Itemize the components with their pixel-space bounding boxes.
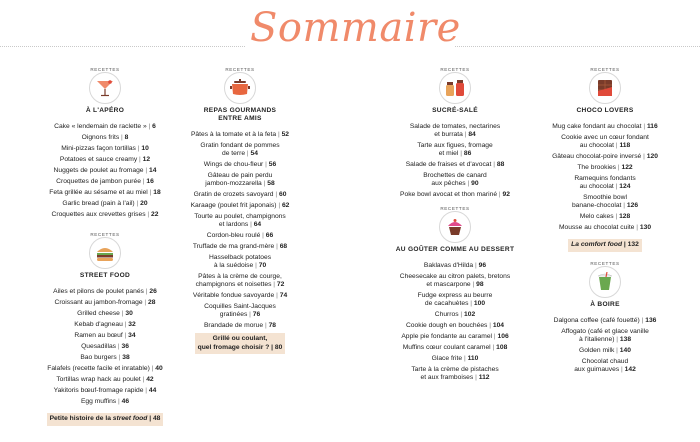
recipe-item[interactable]: Oignons frits | 8 [81, 133, 129, 141]
highlight-page: 48 [152, 415, 161, 422]
recipe-name-cont: banane-chocolat [571, 201, 622, 209]
recipe-name: Glace frite [431, 354, 463, 362]
recipe-name: Quesadillas [81, 342, 117, 350]
recipe-item[interactable]: Nuggets de poulet au fromage | 14 [53, 166, 157, 174]
highlight-box[interactable]: Grillé ou coulant, quel fromage choisir ? | 80 [195, 333, 286, 354]
recipe-item[interactable]: Cookie dough en bouchées | 104 [405, 321, 505, 329]
page-number: 86 [463, 149, 472, 157]
page-number: 104 [492, 321, 505, 329]
header-rule-right [455, 46, 700, 47]
recipe-item[interactable]: Cheesecake au citron palets, bretons et mascarpone | 98 [399, 272, 511, 288]
recipe-name: Churros [434, 310, 459, 318]
page-number: 130 [639, 223, 652, 231]
recipe-name: Potatoes et sauce creamy [59, 155, 138, 163]
recipe-item[interactable]: Bao burgers | 38 [80, 353, 130, 361]
recipe-name: Melo cakes [579, 212, 614, 220]
recipe-name: Brandade de morue [203, 321, 264, 329]
burger-icon [94, 243, 116, 263]
recipe-name: Croissant au jambon-fromage [54, 298, 143, 306]
highlight-box[interactable]: La comfort food | 132 [568, 239, 642, 252]
page-number: 138 [619, 335, 632, 343]
page-number: 88 [496, 160, 505, 168]
section-badge [224, 67, 256, 104]
recipe-name: Affogato (café et glace vanille [561, 327, 649, 335]
page-number: 90 [471, 179, 479, 187]
section-title [170, 107, 310, 123]
section-a-boire [535, 261, 675, 375]
page-number: 78 [268, 321, 277, 329]
section-title-line1: REPAS GOURMANDS [203, 107, 277, 114]
page-number: 56 [268, 160, 277, 168]
page-number: 58 [267, 179, 275, 187]
recipe-item[interactable]: Pâtes à la crème de courge, champignons et noisettes | 72 [195, 272, 285, 288]
highlight-emphasis: La comfort food [571, 241, 623, 248]
recipe-name: The brookies [577, 163, 617, 171]
recipe-item[interactable]: Baklavas d'Hilda | 96 [423, 261, 487, 269]
page-number: 60 [278, 190, 287, 198]
recipe-name: Cookie dough en bouchées [405, 321, 488, 329]
recipe-item[interactable]: Tourte au poulet, champignons et lardons | 64 [194, 212, 286, 228]
page-title: Sommaire [250, 5, 461, 51]
section-title: SUCRÉ-SALÉ [432, 107, 478, 114]
badge-label: RECETTES [590, 261, 620, 266]
recipe-name: Mug cake fondant au chocolat [552, 122, 642, 130]
recipe-name-cont: au chocolat [579, 182, 614, 190]
recipe-name-cont: et aux framboises [420, 373, 474, 381]
recipe-item[interactable]: Ramequins fondants au chocolat | 124 [574, 174, 636, 190]
page-number: 118 [619, 141, 631, 149]
section-title: STREET FOOD [79, 272, 131, 279]
recipe-name-cont: aux pêches [431, 179, 466, 187]
recipe-item[interactable]: Tarte à la crème de pistaches et aux framboises | 112 [411, 365, 499, 381]
highlight-emphasis: street food [112, 415, 148, 422]
recipe-item[interactable]: Truffade de ma grand-mère | 68 [192, 242, 288, 250]
page-number: 34 [128, 331, 136, 339]
drink-icon [594, 272, 616, 292]
recipe-item[interactable]: Pâtes à la tomate et à la feta | 52 [190, 130, 290, 138]
page-number: 136 [645, 316, 657, 324]
section-title: À BOIRE [590, 301, 620, 308]
page-number: 38 [122, 353, 130, 361]
page-number: 20 [140, 199, 148, 207]
page-number: 28 [148, 298, 156, 306]
recipe-name: Gâteau de pain perdu [207, 171, 273, 179]
page-number: 124 [619, 182, 631, 190]
badge-label: RECETTES [590, 67, 620, 72]
recipe-name: Grilled cheese [77, 309, 120, 317]
recipe-name: Ramequins fondants [574, 174, 636, 182]
page-number: 46 [121, 397, 130, 405]
recipe-name: Apple pie fondante au caramel [401, 332, 493, 340]
page-number: 100 [473, 299, 486, 307]
cupcake-icon [444, 217, 466, 237]
recipe-item[interactable]: Affogato (café et glace vanille à l'italienne) | 138 [561, 327, 649, 343]
recipe-name-cont: au chocolat [579, 141, 614, 149]
page-number: 30 [125, 309, 133, 317]
recipe-item[interactable]: Cordon-bleu roulé | 66 [206, 231, 274, 239]
recipe-name: Cake « lendemain de raclette » [54, 122, 147, 130]
badge-label: RECETTES [90, 67, 120, 72]
recipe-name: Kebab d'agneau [74, 320, 123, 328]
recipe-name: Salade de fraises et d'avocat [405, 160, 492, 168]
page-number: 140 [619, 346, 631, 354]
recipe-item[interactable]: Croissant au jambon-fromage | 28 [54, 298, 156, 306]
section-choco-lovers [535, 67, 675, 252]
section-sucre-sale [380, 67, 530, 200]
recipe-name: Gratin de crozets savoyard [193, 190, 274, 198]
recipe-item[interactable]: Mousse au chocolat cuite | 130 [558, 223, 652, 231]
page-number: 102 [464, 310, 476, 318]
page-number: 22 [151, 210, 159, 218]
recipe-item[interactable]: Feta grillée au sésame et au miel | 18 [49, 188, 161, 196]
page-number: 54 [250, 149, 258, 157]
recipe-name: Tortillas wrap hack au poulet [56, 375, 141, 383]
recipe-name: Smoothie bowl [583, 193, 627, 201]
recipe-item[interactable]: Golden milk | 140 [579, 346, 631, 354]
recipe-list [15, 286, 195, 407]
section-badge [89, 232, 121, 269]
page-number: 76 [252, 310, 261, 318]
badge-label: RECETTES [225, 67, 255, 72]
recipe-name-cont: et lardons [218, 220, 249, 228]
page-number: 98 [476, 280, 484, 288]
recipe-name: Tarte à la crème de pistaches [411, 365, 499, 373]
recipe-name: Muffins cœur coulant caramel [402, 343, 491, 351]
page-number: 122 [621, 163, 633, 171]
recipe-item[interactable]: Glace frite | 110 [431, 354, 479, 362]
page-number: 120 [646, 152, 658, 160]
recipe-item[interactable]: Poke bowl avocat et thon mariné | 92 [400, 190, 510, 198]
recipe-item[interactable]: Muffins cœur coulant caramel | 108 [402, 343, 508, 351]
recipe-item[interactable]: Smoothie bowl banane-chocolat | 126 [571, 193, 639, 209]
recipe-name-cont: jambon-mozzarella [205, 179, 262, 187]
recipe-item[interactable]: Coquilles Saint-Jacques gratinées | 76 [204, 302, 276, 318]
badge-label: RECETTES [90, 232, 120, 237]
highlight-line1: Grillé ou coulant, [212, 335, 268, 342]
page-number: 74 [279, 291, 288, 299]
highlight-page: 80 [274, 343, 283, 351]
recipe-list [170, 129, 310, 331]
recipe-item[interactable]: Ramen au bœuf | 34 [74, 331, 136, 339]
highlight-prefix: Petite histoire de la [49, 415, 113, 422]
highlight-box[interactable]: Petite histoire de la street food | 48 [47, 413, 164, 426]
recipe-list [380, 260, 530, 383]
recipe-name: Falafels (recette facile et inratable) [47, 364, 150, 372]
recipe-item[interactable]: Chocolat chaud aux guimauves | 142 [574, 357, 636, 373]
recipe-list [20, 121, 190, 220]
page-number: 112 [478, 373, 490, 381]
section-badge [589, 261, 621, 298]
recipe-name: Baklavas d'Hilda [423, 261, 474, 269]
jars-icon [444, 78, 466, 98]
recipe-item[interactable]: Gratin de crozets savoyard | 60 [193, 190, 287, 198]
recipe-name: Tourte au poulet, champignons [194, 212, 286, 220]
recipe-item[interactable]: Yakitoris bœuf-fromage rapide | 44 [53, 386, 157, 394]
recipe-name: Fudge express au beurre [417, 291, 493, 299]
recipe-name: Croquettes de jambon purée [56, 177, 141, 185]
recipe-item[interactable]: Falafels (recette facile et inratable) | 40 [47, 364, 163, 372]
recipe-item[interactable]: Grilled cheese | 30 [77, 309, 133, 317]
recipe-item[interactable]: Gratin fondant de pommes de terre | 54 [200, 141, 280, 157]
recipe-name: Bao burgers [80, 353, 117, 361]
section-title: AU GOÛTER COMME AU DESSERT [395, 246, 515, 253]
page-number: 18 [153, 188, 161, 196]
page-number: 26 [149, 287, 157, 295]
recipe-name: Coquilles Saint-Jacques [204, 302, 276, 310]
recipe-name: Pâtes à la crème de courge, [198, 272, 282, 280]
page-number: 70 [258, 261, 267, 269]
recipe-list [535, 121, 675, 233]
recipe-name-cont: et miel [438, 149, 459, 157]
recipe-item[interactable]: Kebab d'agneau | 32 [74, 320, 136, 328]
recipe-item[interactable]: Cake « lendemain de raclette » | 6 [54, 122, 156, 130]
recipe-name: Golden milk [579, 346, 615, 354]
recipe-name: Hasselback potatoes [208, 253, 272, 261]
recipe-name: Nuggets de poulet au fromage [53, 166, 144, 174]
recipe-name: Mousse au chocolat cuite [558, 223, 635, 231]
recipe-item[interactable]: Karaage (poulet frit japonais) | 62 [190, 201, 290, 209]
page-number: 106 [497, 332, 509, 340]
recipe-item[interactable]: Garlic bread (pain à l'ail) | 20 [62, 199, 148, 207]
page-number: 42 [146, 375, 154, 383]
recipe-name-cont: à la suédoise [213, 261, 254, 269]
page-number: 64 [253, 220, 262, 228]
recipe-name: Karaage (poulet frit japonais) [190, 201, 277, 209]
section-title: À L'APÉRO [85, 107, 125, 114]
recipe-item[interactable]: Churros | 102 [434, 310, 476, 318]
page-number: 62 [281, 201, 290, 209]
section-badge [89, 67, 121, 104]
recipe-name: Cordon-bleu roulé [206, 231, 261, 239]
section-street-food [15, 232, 195, 426]
cocktail-icon [94, 78, 116, 98]
section-badge [589, 67, 621, 104]
recipe-name: Véritable fondue savoyarde [192, 291, 275, 299]
page-number: 40 [155, 364, 163, 372]
recipe-item[interactable]: Brochettes de canard aux pêches | 90 [423, 171, 487, 187]
recipe-name: Dalgona coffee (café fouetté) [553, 316, 640, 324]
recipe-item[interactable]: Hasselback potatoes à la suédoise | 70 [208, 253, 272, 269]
recipe-name: Cheesecake au citron palets, bretons [399, 272, 511, 280]
section-gouter [380, 206, 530, 383]
recipe-name: Wings de chou-fleur [203, 160, 264, 168]
recipe-name-cont: de cacahuètes [424, 299, 469, 307]
recipe-item[interactable]: Mini-pizzas façon tortillas | 10 [61, 144, 149, 152]
page-number: 66 [265, 231, 274, 239]
recipe-item[interactable]: Quesadillas | 36 [81, 342, 129, 350]
recipe-name: Ramen au bœuf [74, 331, 123, 339]
page-number: 6 [152, 122, 156, 130]
recipe-name: Ailes et pilons de poulet panés [53, 287, 144, 295]
page-number: 72 [276, 280, 285, 288]
section-badge [439, 67, 471, 104]
recipe-name-cont: gratinées [219, 310, 248, 318]
recipe-item[interactable]: Salade de fraises et d'avocat | 88 [405, 160, 505, 168]
recipe-name: Egg muffins [80, 397, 117, 405]
section-apero [20, 67, 190, 220]
recipe-list [380, 121, 530, 200]
section-badge [439, 206, 471, 243]
page-number: 12 [142, 155, 151, 163]
badge-label: RECETTES [440, 206, 470, 211]
recipe-item[interactable]: Dalgona coffee (café fouetté) | 136 [553, 316, 657, 324]
recipe-item[interactable]: Gâteau de pain perdu jambon-mozzarella | 58 [205, 171, 275, 187]
highlight-page: 132 [627, 241, 639, 248]
recipe-item[interactable]: Véritable fondue savoyarde | 74 [192, 291, 288, 299]
recipe-item[interactable]: Salade de tomates, nectarines et burrata | 84 [409, 122, 501, 138]
page-number: 116 [646, 122, 658, 130]
recipe-item[interactable]: Mug cake fondant au chocolat | 116 [552, 122, 658, 130]
recipe-item[interactable]: Croquettes aux crevettes grises | 22 [51, 210, 159, 218]
page-number: 96 [478, 261, 487, 269]
chocolate-icon [594, 78, 616, 98]
page-number: 108 [496, 343, 508, 351]
recipe-item[interactable]: Tarte aux figues, fromage et miel | 86 [417, 141, 493, 157]
recipe-name: Garlic bread (pain à l'ail) [62, 199, 135, 207]
recipe-item[interactable]: Egg muffins | 46 [80, 397, 130, 405]
page-number: 110 [467, 354, 479, 362]
recipe-name-cont: à l'italienne) [578, 335, 615, 343]
section-title: CHOCO LOVERS [576, 107, 634, 114]
page-number: 142 [624, 365, 636, 373]
recipe-name: Oignons frits [81, 133, 120, 141]
highlight-line2: quel fromage choisir ? [197, 343, 270, 351]
recipe-name-cont: et mascarpone [426, 280, 471, 288]
badge-label: RECETTES [440, 67, 470, 72]
recipe-name: Yakitoris bœuf-fromage rapide [53, 386, 144, 394]
recipe-item[interactable]: The brookies | 122 [577, 163, 633, 171]
recipe-item[interactable]: Croquettes de jambon purée | 16 [56, 177, 154, 185]
recipe-name: Truffade de ma grand-mère [192, 242, 275, 250]
page-number: 44 [148, 386, 157, 394]
recipe-name: Feta grillée au sésame et au miel [49, 188, 148, 196]
recipe-name-cont: et burrata [434, 130, 463, 138]
recipe-name: Salade de tomates, nectarines [409, 122, 501, 130]
recipe-name: Gratin fondant de pommes [200, 141, 280, 149]
recipe-item[interactable]: Melo cakes | 128 [579, 212, 631, 220]
recipe-name-cont: de terre [222, 149, 246, 157]
page-number: 84 [468, 130, 476, 138]
recipe-item[interactable]: Wings de chou-fleur | 56 [203, 160, 277, 168]
recipe-item[interactable]: Potatoes et sauce creamy | 12 [59, 155, 151, 163]
recipe-item[interactable]: Tortillas wrap hack au poulet | 42 [56, 375, 154, 383]
recipe-name-cont: aux guimauves [574, 365, 620, 373]
recipe-name: Cookie avec un cœur fondant [561, 133, 649, 141]
recipe-name: Brochettes de canard [423, 171, 487, 179]
recipe-name: Mini-pizzas façon tortillas [61, 144, 136, 152]
page-number: 36 [121, 342, 129, 350]
page-number: 128 [619, 212, 631, 220]
recipe-name: Tarte aux figues, fromage [417, 141, 493, 149]
page-number: 10 [141, 144, 149, 152]
page-number: 16 [146, 177, 154, 185]
page-number: 8 [124, 133, 129, 141]
page-number: 52 [281, 130, 290, 138]
page-number: 92 [502, 190, 510, 198]
page-number: 126 [626, 201, 639, 209]
recipe-name: Pâtes à la tomate et à la feta [190, 130, 277, 138]
header-rule-left [0, 46, 245, 47]
recipe-item[interactable]: Fudge express au beurre de cacahuètes | 100 [417, 291, 493, 307]
section-title-line2: ENTRE AMIS [218, 115, 262, 122]
recipe-name: Gâteau chocolat-poire inversé [552, 152, 642, 160]
recipe-name: Chocolat chaud [581, 357, 629, 365]
recipe-name-cont: champignons et noisettes [195, 280, 272, 288]
recipe-item[interactable]: Apple pie fondante au caramel | 106 [401, 332, 509, 340]
pot-icon [229, 78, 251, 98]
page-number: 14 [149, 166, 157, 174]
page-number: 68 [279, 242, 288, 250]
recipe-name: Croquettes aux crevettes grises [51, 210, 146, 218]
recipe-item[interactable]: Brandade de morue | 78 [203, 321, 277, 329]
recipe-name: Poke bowl avocat et thon mariné [400, 190, 498, 198]
recipe-list [535, 315, 675, 375]
page-number: 32 [128, 320, 136, 328]
recipe-item[interactable]: Cookie avec un cœur fondant au chocolat | 118 [561, 133, 649, 149]
section-repas-gourmands [170, 67, 310, 354]
recipe-item[interactable]: Ailes et pilons de poulet panés | 26 [53, 287, 157, 295]
recipe-item[interactable]: Gâteau chocolat-poire inversé | 120 [552, 152, 658, 160]
